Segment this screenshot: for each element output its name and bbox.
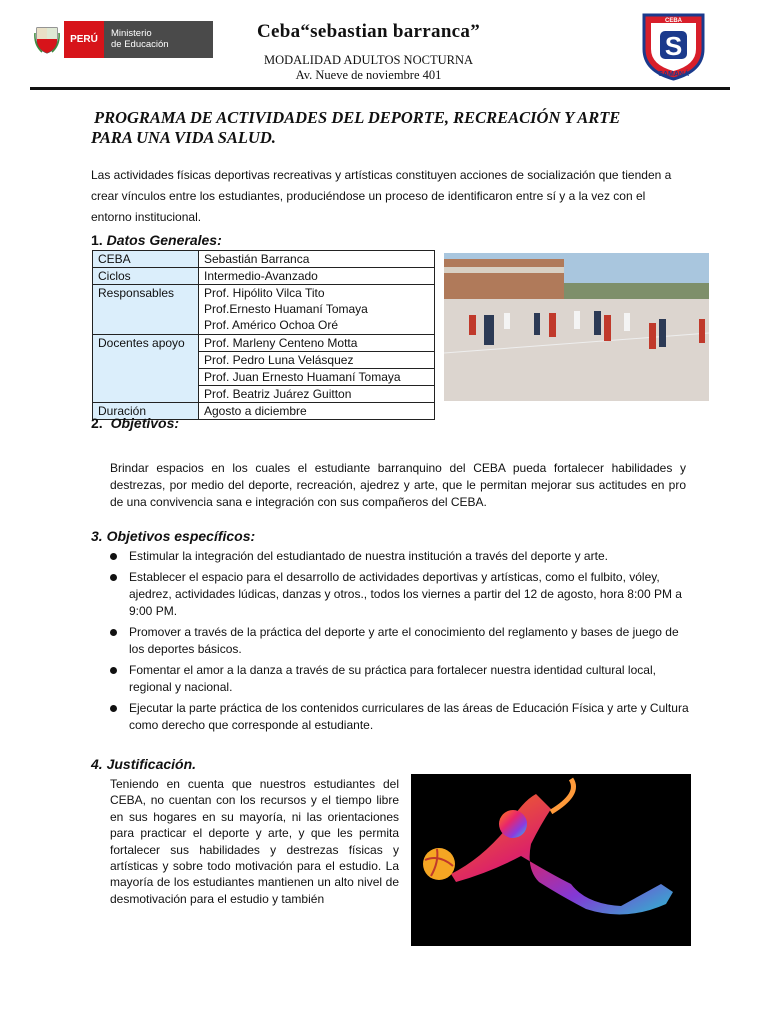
ceba-label: CEBA bbox=[93, 251, 199, 268]
ministry-line-2: de Educación bbox=[111, 39, 169, 50]
responsables-value bbox=[199, 285, 435, 335]
futsal-match-photo bbox=[444, 253, 709, 401]
list-item: Ejecutar la parte práctica de los contenidos curriculares de las áreas de Educación Física y arte y Cultura como derecho que corresponde al estudiante. bbox=[110, 700, 690, 734]
address-text: Av. Nueve de noviembre 401 bbox=[295, 68, 442, 82]
program-title bbox=[91, 108, 691, 148]
justificacion-paragraph: Teniendo en cuenta que nuestros estudiantes del CEBA, no cuentan con los recursos y el tiempo libre en sus hogares en su mayoría, ni las orientaciones para practicar el deporte y arte, y que les permita fortalecer sus habilidades y destrezas físicas y artísticas y sobre todo motivación para el estudio. La mayoría de los estudiantes mantienen un alto nivel de desmotivación para el estudio y también bbox=[110, 777, 399, 906]
logo-bottom-text: CAMANÁ bbox=[657, 71, 690, 78]
section-4-title: 4. Justificación. bbox=[91, 756, 197, 772]
section-3-heading bbox=[91, 528, 255, 544]
ciclos-value: Intermedio-Avanzado bbox=[199, 268, 435, 285]
objetivos-especificos-list bbox=[110, 548, 690, 738]
responsable-item: Prof. Hipólito Vilca Tito bbox=[204, 286, 325, 300]
volleyball-player-illustration bbox=[411, 774, 691, 946]
intro-paragraph: Las actividades físicas deportivas recreativas y artísticas constituyen acciones de socialización que tienden a crear vínculos entre los estudiantes, produciéndose un proceso de identificaron entre sí y a la vez con el entorno institucional. bbox=[91, 168, 672, 224]
section-1-number: 1. bbox=[91, 232, 103, 248]
table-row bbox=[93, 335, 435, 352]
svg-text:S: S bbox=[664, 31, 683, 61]
ceba-value: Sebastián Barranca bbox=[199, 251, 435, 268]
section-1-heading bbox=[91, 232, 222, 248]
list-item: Fomentar el amor a la danza a través de su práctica para fortalecer nuestra identidad cultural local, regional y nacional. bbox=[110, 662, 690, 696]
table-row bbox=[93, 251, 435, 268]
title-line-2: PARA UNA VIDA SALUD. bbox=[91, 128, 276, 147]
section-2-title: Objetivos: bbox=[110, 415, 180, 431]
responsable-item: Prof.Ernesto Huamaní Tomaya bbox=[204, 302, 368, 316]
docentes-label: Docentes apoyo bbox=[93, 335, 199, 403]
docente-item: Prof. Marleny Centeno Motta bbox=[199, 335, 435, 352]
table-row bbox=[93, 268, 435, 285]
docente-item: Prof. Beatriz Juárez Guitton bbox=[199, 386, 435, 403]
logo-top-text: CEBA bbox=[664, 18, 683, 24]
modality-text: MODALIDAD ADULTOS NOCTURNA bbox=[263, 53, 474, 67]
section-2-number: 2. bbox=[91, 415, 103, 431]
title-line-1: PROGRAMA DE ACTIVIDADES DEL DEPORTE, RECREACIÓN Y ARTE bbox=[94, 108, 621, 127]
ceba-camana-shield-logo bbox=[638, 11, 709, 81]
header-divider bbox=[30, 87, 730, 90]
peru-label: PERÚ bbox=[64, 21, 104, 58]
list-item: Establecer el espacio para el desarrollo de actividades deportivas y artísticas, como el fulbito, vóley, ajedrez, actividades lúdicas, danzas y otros., todos los viernes a partir del 12 de agosto, hora 8:00 PM a 9:00 PM. bbox=[110, 569, 690, 620]
peru-coat-of-arms-icon bbox=[34, 25, 60, 54]
list-item: Promover a través de la práctica del deporte y arte el conocimiento del reglamento y bases de juego de los deportes básicos. bbox=[110, 624, 690, 658]
table-row bbox=[93, 285, 435, 335]
section-1-title: Datos Generales: bbox=[106, 232, 222, 248]
school-title: Ceba“sebastian barranca” bbox=[256, 21, 481, 42]
section-4-heading bbox=[91, 756, 196, 772]
datos-generales-table bbox=[92, 250, 435, 420]
objetivos-paragraph: Brindar espacios en los cuales el estudiante barranquino del CEBA pueda fortalecer habilidades y destrezas, por medio del deporte, recreación, ajedrez y arte, que le permitan mejorar sus actitudes en pro de una convivencia sana e integración con sus compañeros del CEBA. bbox=[110, 461, 686, 509]
ministerio-educacion-logo bbox=[34, 21, 213, 58]
ministry-name bbox=[104, 21, 213, 58]
ministry-line-1: Ministerio bbox=[111, 28, 152, 39]
responsable-item: Prof. Américo Ochoa Oré bbox=[204, 318, 339, 332]
ciclos-label: Ciclos bbox=[93, 268, 199, 285]
duracion-value: Agosto a diciembre bbox=[199, 403, 435, 420]
section-2-heading bbox=[91, 415, 179, 431]
duracion-label: Duración bbox=[93, 403, 199, 420]
section-3-title: 3. Objetivos específicos: bbox=[91, 528, 256, 544]
docente-item: Prof. Pedro Luna Velásquez bbox=[199, 352, 435, 369]
responsables-label: Responsables bbox=[93, 285, 199, 335]
docente-item: Prof. Juan Ernesto Huamaní Tomaya bbox=[199, 369, 435, 386]
list-item: Estimular la integración del estudiantado de nuestra institución a través del deporte y arte. bbox=[110, 548, 690, 565]
